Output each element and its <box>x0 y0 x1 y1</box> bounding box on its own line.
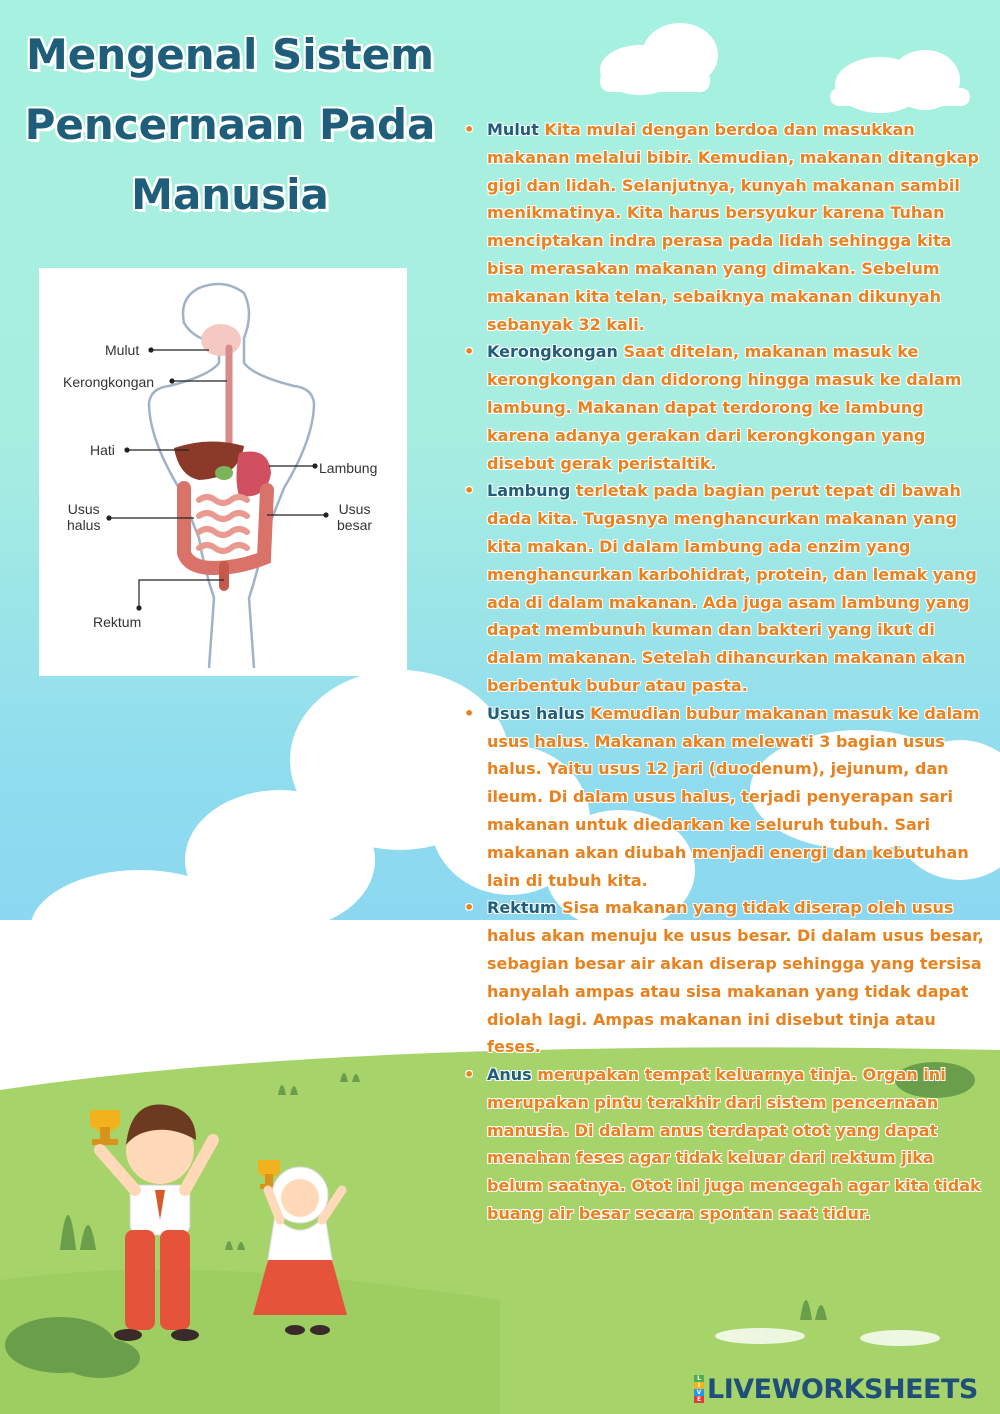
label-lambung: Lambung <box>319 460 378 476</box>
term-label: Rektum <box>487 898 557 918</box>
bullet-icon: • <box>464 898 475 918</box>
label-mulut: Mulut <box>105 342 140 358</box>
item-text: terletak pada bagian perut tepat di bawah dada kita. Tugasnya menghancurkan makanan yang kita makan. Di dalam lambung ada enzim yang menghancurkan karbohidrat, protein, dan lemak yang ada di dalam makanan. Ada juga asam lambung yang dapat membunuh kuman dan bakteri yang ikut di dalam makanan. Setelah dihancurkan makanan akan berbentuk bubur atau pasta. <box>487 481 977 695</box>
list-item-mulut <box>464 116 984 338</box>
digestive-system-diagram <box>39 268 407 676</box>
item-text: Kita mulai dengan berdoa dan masukkan makanan melalui bibir. Kemudian, makanan ditangkap gigi dan lidah. Selanjutnya, kunyah makanan sambil menikmatinya. Kita harus bersyukur karena Tuhan menciptakan indra perasa pada lidah sehingga kita bisa merasakan makanan yang dimakan. Sebelum makanan kita telan, sebaiknya makanan dikunyah sebanyak 32 kali. <box>487 120 979 334</box>
label-rektum: Rektum <box>93 614 142 630</box>
item-text: Sisa makanan yang tidak diserap oleh usus halus akan menuju ke usus besar. Di dalam usus besar, sebagian besar air akan diserap sehingga yang tersisa hanyalah ampas atau sisa makanan yang tidak dapat diolah lagi. Ampas makanan ini disebut tinja atau feses. <box>487 898 984 1057</box>
list-item-rektum <box>464 894 984 1061</box>
term-label: Anus <box>487 1065 532 1085</box>
bullet-icon: • <box>464 342 475 362</box>
label-usus-halus: Usus halus <box>67 501 101 533</box>
label-kerongkongan: Kerongkongan <box>63 374 155 390</box>
logo-mark-icon: L I V E <box>694 1375 704 1403</box>
title-line-1: Mengenal Sistem <box>26 30 434 79</box>
item-text: Saat ditelan, makanan masuk ke kerongkongan dan didorong hingga masuk ke dalam lambung. Makanan dapat terdorong ke lambung karena adanya gerakan dari kerongkongan yang disebut gerak peristaltik. <box>487 342 962 473</box>
title-line-2: Pencernaan Pada <box>24 100 436 149</box>
list-item-lambung <box>464 477 984 699</box>
bullet-icon: • <box>464 703 475 723</box>
term-label: Kerongkongan <box>487 342 618 362</box>
term-label: Lambung <box>487 481 571 501</box>
list-item-usus-halus <box>464 700 984 895</box>
page-title <box>10 20 450 230</box>
term-label: Usus halus <box>487 703 585 723</box>
bullet-icon: • <box>464 1065 475 1085</box>
liveworksheets-logo[interactable] <box>694 1374 978 1404</box>
list-item-kerongkongan <box>464 338 984 477</box>
list-item-anus <box>464 1061 984 1228</box>
content-list <box>464 116 984 1228</box>
title-line-3: Manusia <box>131 170 329 219</box>
label-usus-besar: Usus besar <box>337 501 373 533</box>
bullet-icon: • <box>464 120 475 139</box>
label-hati: Hati <box>90 442 115 458</box>
term-label: Mulut <box>487 120 539 139</box>
cloud-top-right <box>600 23 970 113</box>
item-text: Kemudian bubur makanan masuk ke dalam usus halus. Makanan akan melewati 3 bagian usus halus. Yaitu usus 12 jari (duodenum), jejunum, dan ileum. Di dalam usus halus, terjadi penyerapan sari makanan untuk diedarkan ke seluruh tubuh. Sari makanan akan diubah menjadi energi dan kebutuhan lain di tubuh kita. <box>487 703 980 890</box>
logo-text: LIVEWORKSHEETS <box>707 1373 978 1405</box>
bullet-icon: • <box>464 481 475 501</box>
item-text: merupakan tempat keluarnya tinja. Organ ini merupakan pintu terakhir dari sistem pencernaan manusia. Di dalam anus terdapat otot yang dapat menahan feses agar tidak keluar dari rektum jika belum saatnya. Otot ini juga mencegah agar kita tidak buang air besar secara spontan saat tidur. <box>487 1065 981 1224</box>
